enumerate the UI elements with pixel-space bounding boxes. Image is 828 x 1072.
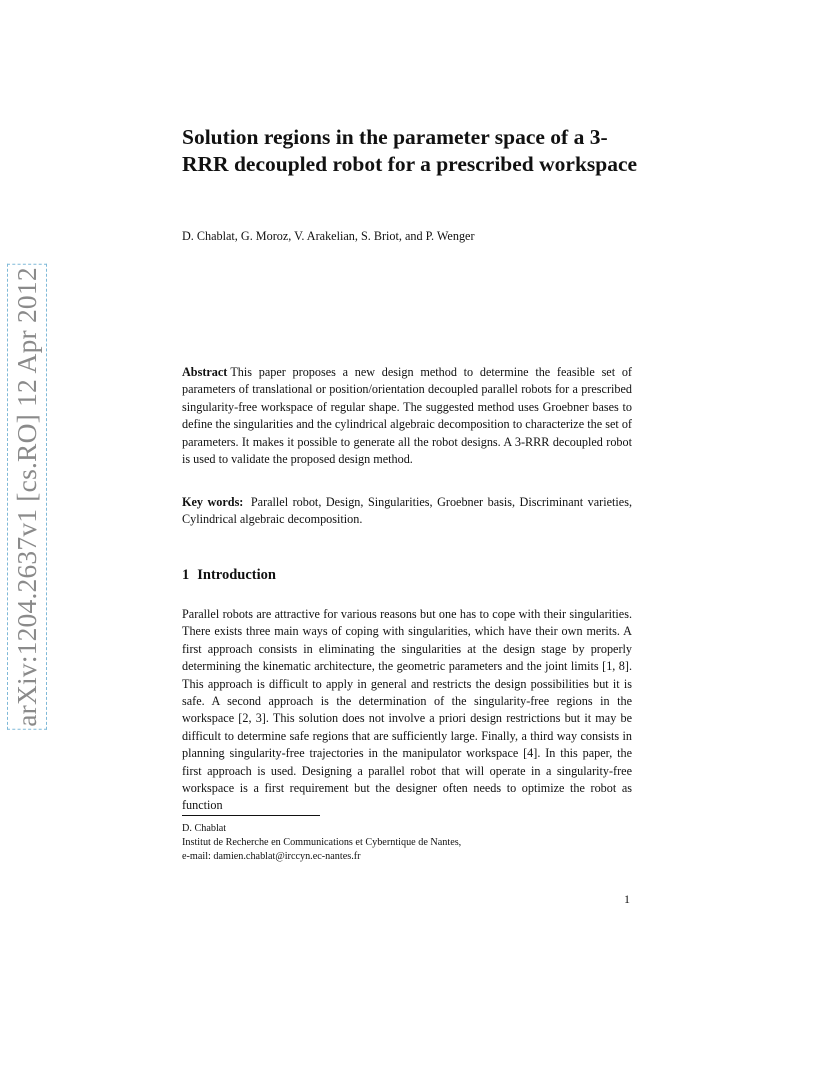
section-number: 1	[182, 567, 190, 583]
footnote-rule	[182, 815, 320, 816]
author-footnote	[182, 822, 461, 864]
page-number: 1	[624, 892, 630, 906]
keywords-text: Parallel robot, Design, Singularities, Groebner basis, Discriminant varieties, Cylindrical algebraic decomposition.	[182, 495, 632, 527]
paper-title: Solution regions in the parameter space of a 3-RRR decoupled robot for a prescribed workspace	[182, 125, 638, 176]
section-title: Introduction	[197, 567, 276, 583]
author-list: D. Chablat, G. Moroz, V. Arakelian, S. Briot, and P. Wenger	[182, 229, 475, 243]
footnote-email: e-mail: damien.chablat@irccyn.ec-nantes.fr	[182, 851, 361, 862]
keywords	[182, 494, 632, 529]
section-heading-introduction	[182, 567, 276, 584]
arxiv-identifier: arXiv:1204.2637v1 [cs.RO] 12 Apr 2012	[11, 267, 42, 727]
abstract-text: This paper proposes a new design method to determine the feasible set of parameters of translational or position/orientation decoupled parallel robots for a prescribed singularity-free workspace of regular shape. The suggested method uses Groebner bases to define the singularities and the cylindrical algebraic decomposition to characterize the set of parameters. It makes it possible to generate all the robot designs. A 3-RRR decoupled robot is used to validate the proposed design method.	[182, 365, 632, 467]
footnote-author: D. Chablat	[182, 823, 227, 834]
abstract-label: Abstract	[182, 365, 228, 379]
footnote-affiliation: Institut de Recherche en Communications et Cyberntique de Nantes,	[182, 837, 462, 848]
introduction-paragraph: Parallel robots are attractive for various reasons but one has to cope with their singularities. There exists three main ways of coping with singularities, which have their own merits. A first approach consists in eliminating the singularities at the design stage by properly determining the kinematic architecture, the geometric parameters and the joint limits [1, 8]. This approach is difficult to apply in general and restricts the design possibilities but it is safe. A second approach is the determination of the singularity-free regions in the workspace [2, 3]. This solution does not involve a priori design restrictions but it may be difficult to determine safe regions that are sufficiently large. Finally, a third way consists in planning singularity-free trajectories in the manipulator workspace [4]. In this paper, the first approach is used. Designing a parallel robot that will operate in a singularity-free workspace is a first requirement but the designer often needs to optimize the robot as function	[182, 607, 632, 813]
abstract	[182, 364, 632, 468]
keywords-label: Key words:	[182, 495, 244, 509]
arxiv-sidebar	[2, 262, 52, 732]
